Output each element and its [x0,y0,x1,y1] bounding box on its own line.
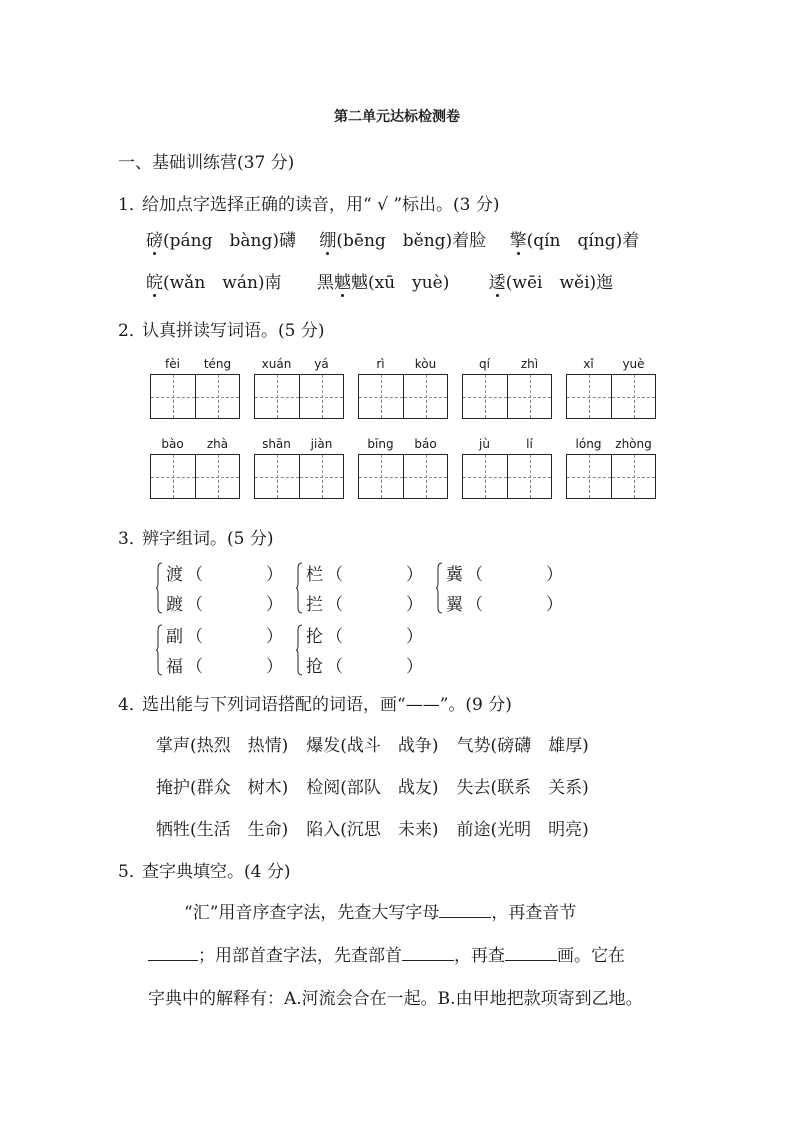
fill-blank[interactable] [439,899,491,918]
para-text: 画。它在 [557,946,625,966]
collocation-row [156,731,607,756]
char: 拦 [306,595,323,615]
char-pair-group [156,560,286,618]
tianzige-cell[interactable] [463,375,507,418]
question-number: 2． [118,321,146,341]
para-text: ，再查 [454,946,505,966]
char-pair-group [296,560,426,618]
para-text: ；用部首查字法，先查部首 [198,946,402,966]
word-pre: 黑 [316,273,334,293]
paragraph-line-1 [184,898,576,923]
pinyin-choice-item [146,268,282,293]
char-pair-group [436,560,566,618]
char: 抢 [306,657,323,677]
pinyin-label: zhà [206,437,229,451]
fill-blank[interactable] [402,942,454,961]
char-row [166,590,284,615]
collocation-row [156,773,607,798]
question-prompt: 选出能与下列词语搭配的词语，画“——”。(9 分) [142,695,512,715]
pinyin-options[interactable]: (xū yuè) [367,273,450,293]
collocation-item[interactable]: 掌声(热烈 热情) [156,736,289,756]
tianzige-cell[interactable] [463,455,507,498]
char: 副 [166,627,183,647]
paren-close[interactable]: ） [546,595,563,615]
page-title: 第二单元达标检测卷 [334,109,460,125]
pinyin-label: jiàn [310,437,333,451]
char-row [166,560,284,585]
word-rest: 着 [622,231,640,251]
paren-open: （ [326,565,343,585]
collocation-item[interactable]: 气势(磅礴 雄厚) [456,736,589,756]
char-row [306,560,424,585]
tianzige-cell[interactable] [255,455,299,498]
word-rest: 着脸 [452,231,487,251]
pinyin-choice-item [319,226,486,251]
word-rest: 礴 [278,231,296,251]
q1-row-1 [146,226,657,251]
q1-row-2 [146,268,631,293]
section-heading: 一、基础训练营(37 分) [118,153,295,173]
paren-close[interactable]: ） [406,565,423,585]
char-pair-group [296,622,426,680]
brace-icon [436,562,442,614]
para-text: ，再查音节 [491,903,577,923]
char: 渡 [166,565,183,585]
tianzige-cell[interactable] [195,375,239,418]
question-prompt: 查字典填空。(4 分) [142,862,291,882]
paren-open: （ [466,595,483,615]
collocation-item[interactable]: 失去(联系 关系) [456,778,589,798]
paren-open: （ [326,627,343,647]
brace-icon [296,624,302,676]
tianzige-cell[interactable] [359,455,403,498]
question-5 [118,857,290,882]
tianzige-cell[interactable] [507,375,551,418]
pinyin-label: rì [376,357,385,371]
question-prompt: 辨字组词。(5 分) [142,529,274,549]
char-row [446,560,564,585]
pinyin-label: xuán [261,357,292,371]
tianzige-cell[interactable] [151,375,195,418]
paren-close[interactable]: ） [546,565,563,585]
collocation-item[interactable]: 掩护(群众 树木) [156,778,289,798]
question-number: 5． [118,862,146,882]
tianzige-cell[interactable] [151,455,195,498]
question-1 [118,190,500,215]
pinyin-choice-item [317,268,449,293]
collocation-item[interactable]: 牺牲(生活 生命) [156,820,289,840]
paren-close[interactable]: ） [266,565,283,585]
pinyin-label: bào [161,437,184,451]
question-4 [118,690,512,715]
char-row [166,652,284,677]
collocation-item[interactable]: 前途(光明 明亮) [456,820,589,840]
tianzige-cell[interactable] [567,455,611,498]
dotted-char: 魆 [333,273,351,293]
char: 抡 [306,627,323,647]
paragraph-line-3: 字典中的解释有：A.河流会合在一起。B.由甲地把款项寄到乙地。 [148,989,643,1009]
fill-blank[interactable] [505,942,557,961]
collocation-item[interactable]: 检阅(部队 战友) [306,778,439,798]
collocation-item[interactable]: 陷入(沉思 未来) [306,820,439,840]
pinyin-options[interactable]: (qín qíng) [526,231,623,251]
question-3 [118,524,273,549]
char-row [446,590,564,615]
paren-open: （ [466,565,483,585]
brace-icon [156,562,162,614]
pinyin-options[interactable]: (bēng běng) [336,231,453,251]
paren-close[interactable]: ） [266,595,283,615]
word-post: 魆 [350,273,368,293]
paren-open: （ [186,627,203,647]
char: 栏 [306,565,323,585]
tianzige-cell[interactable] [299,455,343,498]
pinyin-label: jù [479,437,490,451]
pinyin-label: xǐ [583,357,594,371]
paren-open: （ [186,595,203,615]
pinyin-label: lóng [575,437,602,451]
paren-close[interactable]: ） [266,657,283,677]
pinyin-label: kòu [414,357,437,371]
char: 踱 [166,595,183,615]
char: 冀 [446,565,463,585]
pinyin-label: yuè [622,357,645,371]
tianzige-cell[interactable] [195,455,239,498]
question-prompt: 认真拼读写词语。(5 分) [142,321,325,341]
pinyin-label: shān [262,437,291,451]
word-rest: 迤 [596,273,614,293]
paren-close[interactable]: ） [406,657,423,677]
brace-icon [296,562,302,614]
tianzige-cell[interactable] [299,375,343,418]
question-number: 4． [118,695,146,715]
char: 福 [166,657,183,677]
paren-open: （ [326,595,343,615]
pinyin-label: qí [479,357,490,371]
pinyin-label: téng [203,357,232,371]
dotted-char: 皖 [146,273,163,293]
paren-open: （ [186,565,203,585]
pinyin-choice-item [489,268,613,293]
paragraph-line-2 [148,941,625,966]
pinyin-label: zhòng [615,437,652,451]
tianzige-cell[interactable] [403,375,447,418]
tianzige-cell[interactable] [611,455,655,498]
question-number: 3． [118,529,146,549]
paren-open: （ [186,657,203,677]
char-row [166,622,284,647]
paren-close[interactable]: ） [406,627,423,647]
pinyin-options[interactable]: (páng bàng) [163,231,279,251]
char-row [306,652,424,677]
tianzige-cell[interactable] [359,375,403,418]
para-text: “汇”用音序查字法，先查大写字母 [184,903,440,923]
tianzige-cell[interactable] [567,375,611,418]
tianzige-cell[interactable] [507,455,551,498]
pinyin-label: bīng [367,437,394,451]
question-prompt: 给加点字选择正确的读音，用“ √ ”标出。(3 分) [142,195,500,215]
fill-blank[interactable] [148,942,198,961]
dotted-char: 磅 [146,231,163,251]
pinyin-label: fèi [165,357,180,371]
question-2 [118,316,324,341]
pinyin-label: zhì [520,357,539,371]
char-row [306,590,424,615]
pinyin-choice-item [510,226,640,251]
pinyin-label: lí [526,437,533,451]
paren-close[interactable]: ） [266,627,283,647]
word-rest: 南 [264,273,282,293]
pinyin-label: báo [414,437,437,451]
collocation-item[interactable]: 爆发(战斗 战争) [306,736,439,756]
dotted-char: 擎 [509,231,527,251]
pinyin-label: yá [314,357,329,371]
pinyin-options[interactable]: (wǎn wán) [163,273,265,293]
tianzige-cell[interactable] [403,455,447,498]
char: 翼 [446,595,463,615]
dotted-char: 逶 [488,273,506,293]
brace-icon [156,624,162,676]
tianzige-cell[interactable] [611,375,655,418]
dotted-char: 绷 [319,231,337,251]
question-number: 1． [118,195,146,215]
char-pair-group [156,622,286,680]
paren-open: （ [326,657,343,677]
char-row [306,622,424,647]
paren-close[interactable]: ） [406,595,423,615]
pinyin-choice-item [146,226,296,251]
tianzige-cell[interactable] [255,375,299,418]
collocation-row [156,815,607,840]
pinyin-options[interactable]: (wēi wěi) [505,273,597,293]
